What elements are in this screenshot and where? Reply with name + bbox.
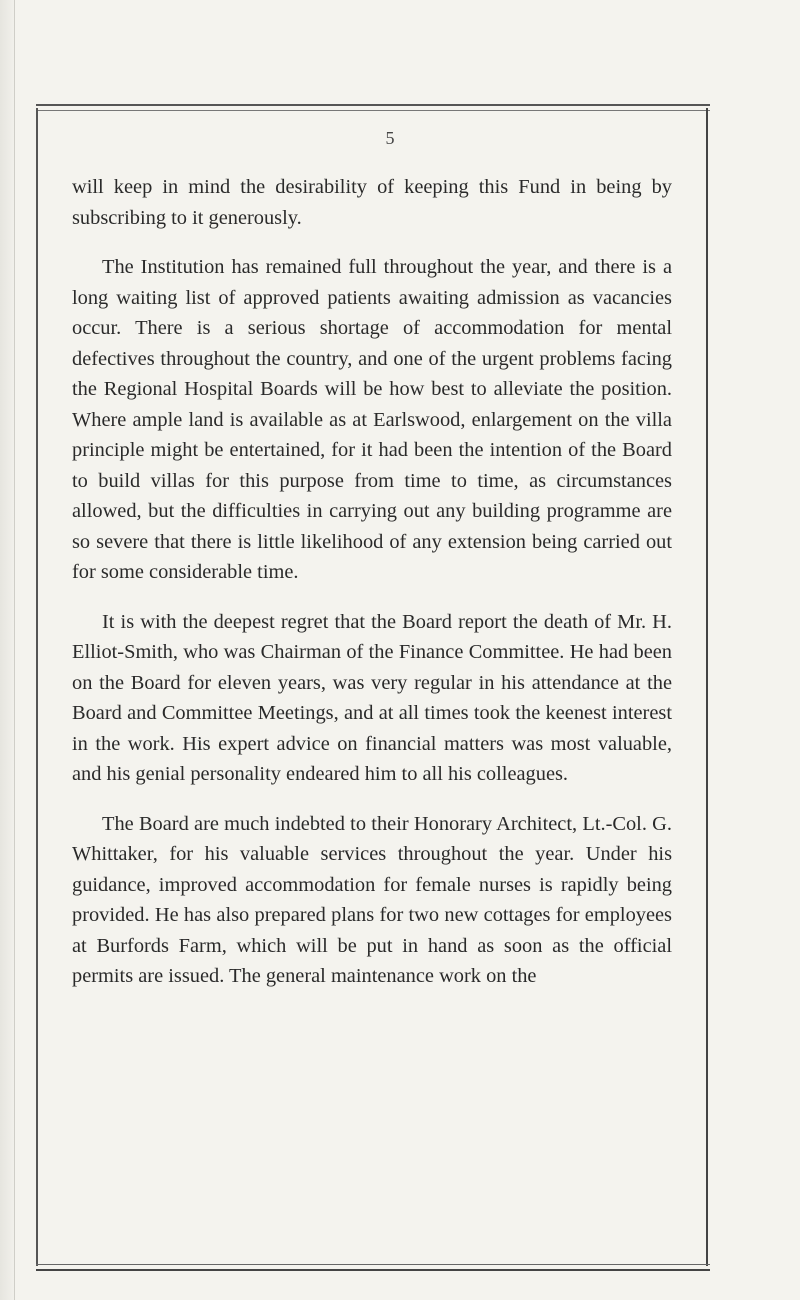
paragraph-obituary: It is with the deepest regret that the Board report the death of Mr. H. Elliot-Smith, who was Chairman of the Finance Committee. He had been on the Board for eleven years, was very regular in his attendance at the Board and Committee Meetings, and at all times took the keenest interest in the work. His expert advice on financial matters was most valuable, and his genial personality endeared him to all his colleagues. bbox=[72, 610, 672, 785]
page-edge-shadow bbox=[0, 0, 15, 1300]
page-frame-top-rule bbox=[36, 104, 710, 111]
paragraph-continuation: will keep in mind the desirability of keeping this Fund in being by subscribing to it generously. bbox=[72, 176, 672, 229]
page-frame-right-rule bbox=[706, 108, 708, 1266]
page-number: 5 bbox=[385, 128, 395, 148]
body-text bbox=[72, 172, 672, 1011]
page-frame-left-rule bbox=[36, 108, 38, 1266]
paragraph-architect: The Board are much indebted to their Honorary Architect, Lt.-Col. G. Whittaker, for his valuable services throughout the year. Under his guidance, improved accommodation for female nurses is rapidly being provided. He has also prepared plans for two new cottages for employees at Burfords Farm, which will be put in hand as soon as the official permits are issued. The general maintenance work on the bbox=[72, 812, 672, 987]
paragraph-institution: The Institution has remained full throughout the year, and there is a long waiting list of approved patients awaiting admission as vacancies occur. There is a serious shortage of accommodation for mental defectives throughout the country, and one of the urgent problems facing the Regional Hospital Boards will be how best to alleviate the position. Where ample land is available as at Earlswood, enlargement on the villa principle might be entertained, for it had been the intention of the Board to build villas for this purpose from time to time, as circumstances allowed, but the difficulties in carrying out any building programme are so severe that there is little likelihood of any extension being carried out for some considerable time. bbox=[72, 256, 672, 583]
page-frame-bottom-rule bbox=[36, 1264, 710, 1271]
